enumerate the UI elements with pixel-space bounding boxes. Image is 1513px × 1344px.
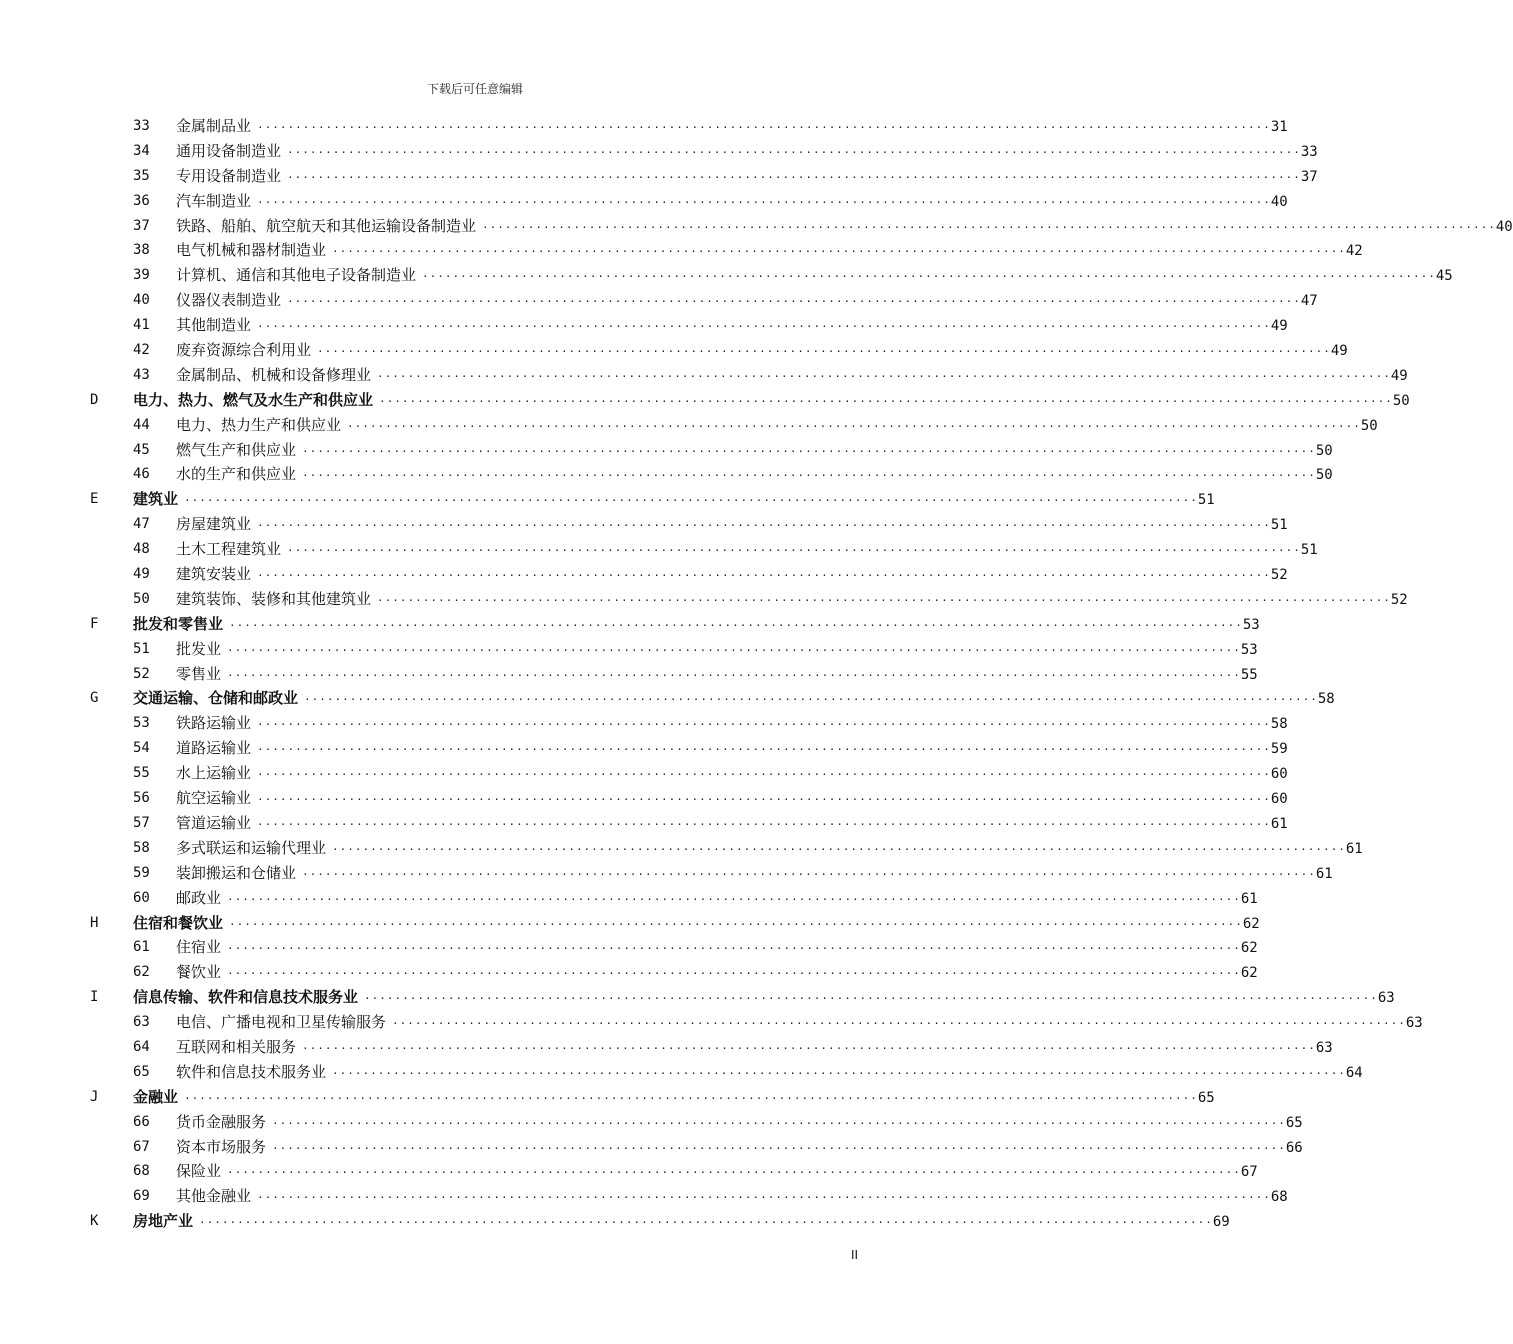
toc-page-number: 40 (1270, 193, 1288, 210)
toc-entry-number: 39 (133, 267, 150, 284)
toc-entry-number: 35 (133, 167, 150, 184)
toc-entry-number: 62 (133, 964, 150, 981)
toc-page-number: 55 (1240, 666, 1258, 683)
toc-entry[interactable] (0, 761, 1288, 786)
toc-entry[interactable] (0, 1010, 1423, 1035)
dot-leader: ····································································································································· (257, 793, 1271, 807)
toc-entry-title: 专用设备制造业 (176, 166, 282, 185)
toc-entry-title: 电力、热力、燃气及水生产和供应业 (133, 390, 374, 409)
toc-entry[interactable] (0, 960, 1258, 985)
dot-leader: ····································································································································· (184, 1091, 1198, 1105)
dot-leader: ····································································································································· (229, 917, 1243, 931)
toc-entry[interactable] (0, 1035, 1333, 1060)
dot-leader: ····································································································································· (302, 867, 1316, 881)
toc-section-entry[interactable] (0, 388, 1410, 413)
toc-entry[interactable] (0, 114, 1288, 139)
toc-entry-title: 土木工程建筑业 (176, 540, 282, 559)
toc-page-number: 65 (1197, 1089, 1215, 1106)
toc-entry-title: 燃气生产和供应业 (176, 440, 297, 459)
toc-entry-number: 37 (133, 217, 150, 234)
toc-page-number: 52 (1390, 591, 1408, 608)
toc-page-number: 47 (1300, 293, 1318, 310)
toc-page-number: 67 (1240, 1164, 1258, 1181)
toc-page-number: 49 (1270, 318, 1288, 335)
toc-entry-title: 住宿和餐饮业 (133, 913, 224, 932)
toc-section-entry[interactable] (0, 985, 1395, 1010)
toc-page-number: 49 (1390, 367, 1408, 384)
toc-entry-number: 42 (133, 342, 150, 359)
toc-entry-title: 装卸搬运和仓储业 (176, 863, 297, 882)
toc-entry-title: 建筑装饰、装修和其他建筑业 (176, 589, 372, 608)
toc-page-number: 42 (1345, 243, 1363, 260)
toc-page-number: 62 (1240, 965, 1258, 982)
dot-leader: ····································································································································· (227, 967, 1241, 981)
toc-entry[interactable] (0, 711, 1288, 736)
dot-leader: ····································································································································· (302, 444, 1316, 458)
dot-leader: ····································································································································· (332, 1066, 1346, 1080)
toc-entry-title: 信息传输、软件和信息技术服务业 (133, 988, 359, 1007)
toc-page-number: 51 (1197, 492, 1215, 509)
toc-entry[interactable] (0, 811, 1288, 836)
toc-entry-number: 50 (133, 590, 150, 607)
toc-entry-title: 电气机械和器材制造业 (176, 241, 327, 260)
toc-section-code: D (90, 391, 99, 408)
dot-leader: ····································································································································· (272, 1141, 1286, 1155)
toc-entry-title: 房地产业 (133, 1212, 194, 1231)
toc-entry-title: 货币金融服务 (176, 1112, 267, 1131)
toc-entry[interactable] (0, 263, 1453, 288)
toc-entry[interactable] (0, 413, 1378, 438)
toc-page-number: 63 (1315, 1039, 1333, 1056)
toc-entry-title: 房屋建筑业 (176, 515, 252, 534)
toc-entry-number: 46 (133, 466, 150, 483)
toc-entry-title: 电力、热力生产和供应业 (176, 415, 342, 434)
toc-entry[interactable] (0, 836, 1363, 861)
toc-entry[interactable] (0, 1060, 1363, 1085)
toc-page-number: 66 (1285, 1139, 1303, 1156)
toc-entry-number: 54 (133, 740, 150, 757)
toc-entry-title: 餐饮业 (176, 963, 222, 982)
dot-leader: ····································································································································· (257, 320, 1271, 334)
toc-entry[interactable] (0, 139, 1318, 164)
dot-leader: ····································································································································· (377, 369, 1391, 383)
dot-leader: ····································································································································· (287, 544, 1301, 558)
toc-entry-number: 34 (133, 142, 150, 159)
toc-entry[interactable] (0, 861, 1333, 886)
dot-leader: ····································································································································· (364, 992, 1378, 1006)
toc-entry-title: 保险业 (176, 1162, 222, 1181)
toc-page-number: 37 (1300, 168, 1318, 185)
toc-entry-number: 33 (133, 118, 150, 134)
dot-leader: ····································································································································· (257, 519, 1271, 533)
toc-entry-title: 批发业 (176, 639, 222, 658)
toc-page-number: 31 (1270, 119, 1288, 135)
toc-entry-title: 铁路运输业 (176, 714, 252, 733)
toc-entry-number: 69 (133, 1188, 150, 1205)
toc-entry-title: 道路运输业 (176, 739, 252, 758)
dot-leader: ····································································································································· (287, 170, 1301, 184)
dot-leader: ····································································································································· (332, 245, 1346, 259)
toc-page-number: 52 (1270, 567, 1288, 584)
dot-leader: ····································································································································· (257, 1191, 1271, 1205)
toc-entry-title: 金属制品业 (176, 117, 252, 135)
toc-entry[interactable] (0, 736, 1288, 761)
dot-leader: ····································································································································· (347, 419, 1361, 433)
toc-page-number: 40 (1495, 218, 1513, 235)
toc-page-number: 69 (1212, 1214, 1230, 1231)
toc-entry[interactable] (0, 1159, 1258, 1184)
dot-leader: ····································································································································· (287, 295, 1301, 309)
dot-leader: ····································································································································· (184, 494, 1198, 508)
toc-entry-title: 铁路、船舶、航空航天和其他运输设备制造业 (176, 216, 477, 235)
dot-leader: ····································································································································· (302, 469, 1316, 483)
toc-entry-number: 44 (133, 416, 150, 433)
toc-page-number: 63 (1405, 1015, 1423, 1032)
toc-entry[interactable] (0, 537, 1318, 562)
toc-page-number: 50 (1315, 467, 1333, 484)
toc-entry[interactable] (0, 288, 1318, 313)
toc-page-number: 62 (1240, 940, 1258, 957)
dot-leader: ····································································································································· (227, 1166, 1241, 1180)
toc-entry[interactable] (0, 238, 1363, 263)
toc-page-number: 68 (1270, 1189, 1288, 1206)
toc-entry[interactable] (0, 1110, 1303, 1135)
toc-entry-number: 53 (133, 715, 150, 732)
toc-entry-number: 61 (133, 939, 150, 956)
dot-leader: ····································································································································· (377, 593, 1391, 607)
toc-page-number: 60 (1270, 791, 1288, 808)
toc-page-number: 61 (1315, 865, 1333, 882)
toc-entry-number: 66 (133, 1113, 150, 1130)
toc-entry-number: 67 (133, 1138, 150, 1155)
toc-section-entry[interactable] (0, 911, 1260, 936)
toc-entry-number: 65 (133, 1063, 150, 1080)
dot-leader: ····································································································································· (304, 693, 1318, 707)
toc-section-code: I (90, 989, 99, 1006)
toc-section-code: G (90, 690, 99, 707)
dot-leader: ····································································································································· (379, 394, 1393, 408)
dot-leader: ····································································································································· (332, 842, 1346, 856)
toc-page-number: 33 (1300, 143, 1318, 160)
toc-entry-number: 52 (133, 665, 150, 682)
toc-page-number: 50 (1360, 417, 1378, 434)
dot-leader: ····································································································································· (229, 618, 1243, 632)
toc-page-number: 61 (1240, 890, 1258, 907)
toc-entry-number: 47 (133, 516, 150, 533)
toc-entry-number: 43 (133, 366, 150, 383)
toc-entry-title: 电信、广播电视和卫星传输服务 (176, 1013, 387, 1032)
toc-page-number: 51 (1300, 542, 1318, 559)
toc-entry-title: 通用设备制造业 (176, 141, 282, 160)
toc-entry[interactable] (0, 512, 1288, 537)
dot-leader: ····································································································································· (227, 668, 1241, 682)
toc-entry-number: 36 (133, 192, 150, 209)
dot-leader: ····································································································································· (227, 942, 1241, 956)
toc-section-entry[interactable] (0, 487, 1215, 512)
toc-entry[interactable] (0, 786, 1288, 811)
dot-leader: ····································································································································· (422, 270, 1436, 284)
toc-page-number: 62 (1242, 915, 1260, 932)
toc-section-code: F (90, 615, 99, 632)
dot-leader: ····································································································································· (257, 743, 1271, 757)
toc-page-number: 53 (1240, 641, 1258, 658)
dot-leader: ····································································································································· (257, 718, 1271, 732)
dot-leader: ····································································································································· (199, 1216, 1213, 1230)
toc-entry-title: 水的生产和供应业 (176, 465, 297, 484)
toc-entry-number: 60 (133, 889, 150, 906)
toc-entry-number: 58 (133, 839, 150, 856)
toc-page-number: 60 (1270, 766, 1288, 783)
toc-entry-title: 水上运输业 (176, 764, 252, 783)
toc-entry-title: 汽车制造业 (176, 191, 252, 210)
dot-leader: ····································································································································· (257, 121, 1271, 134)
toc-entry-title: 建筑安装业 (176, 565, 252, 584)
table-of-contents (0, 114, 1513, 1234)
page-number: II (851, 1248, 859, 1262)
toc-section-entry[interactable] (0, 686, 1335, 711)
toc-entry-title: 金属制品、机械和设备修理业 (176, 365, 372, 384)
dot-leader: ····································································································································· (257, 569, 1271, 583)
toc-entry-title: 住宿业 (176, 938, 222, 957)
dot-leader: ····································································································································· (272, 1116, 1286, 1130)
toc-entry-number: 51 (133, 640, 150, 657)
toc-page-number: 63 (1377, 990, 1395, 1007)
toc-entry-title: 多式联运和运输代理业 (176, 838, 327, 857)
toc-entry[interactable] (0, 438, 1333, 463)
toc-entry[interactable] (0, 313, 1288, 338)
toc-page-number: 65 (1285, 1114, 1303, 1131)
dot-leader: ····································································································································· (302, 1041, 1316, 1055)
toc-page-number: 45 (1435, 268, 1453, 285)
toc-entry-number: 41 (133, 317, 150, 334)
toc-page-number: 61 (1345, 840, 1363, 857)
toc-entry[interactable] (0, 1184, 1288, 1209)
toc-entry-number: 55 (133, 765, 150, 782)
toc-entry[interactable] (0, 935, 1258, 960)
toc-page-number: 53 (1242, 616, 1260, 633)
toc-page-number: 61 (1270, 815, 1288, 832)
toc-entry-title: 互联网和相关服务 (176, 1037, 297, 1056)
toc-entry-title: 软件和信息技术服务业 (176, 1062, 327, 1081)
toc-entry[interactable] (0, 164, 1318, 189)
dot-leader: ····································································································································· (287, 145, 1301, 159)
toc-entry-number: 48 (133, 541, 150, 558)
toc-entry[interactable] (0, 214, 1513, 239)
dot-leader: ····································································································································· (317, 345, 1331, 359)
toc-page-number: 50 (1315, 442, 1333, 459)
toc-entry-number: 38 (133, 242, 150, 259)
toc-section-code: J (90, 1088, 99, 1105)
toc-entry-title: 邮政业 (176, 888, 222, 907)
toc-entry[interactable] (0, 363, 1408, 388)
toc-entry[interactable] (0, 587, 1408, 612)
dot-leader: ····································································································································· (227, 892, 1241, 906)
toc-entry-title: 计算机、通信和其他电子设备制造业 (176, 266, 417, 285)
toc-page-number: 58 (1270, 716, 1288, 733)
toc-entry-title: 批发和零售业 (133, 614, 224, 633)
toc-page-number: 51 (1270, 517, 1288, 534)
toc-page-number: 59 (1270, 741, 1288, 758)
toc-entry-number: 68 (133, 1163, 150, 1180)
toc-entry-title: 废弃资源综合利用业 (176, 341, 312, 360)
toc-section-entry[interactable] (0, 1209, 1230, 1234)
toc-section-code: E (90, 491, 99, 508)
dot-leader: ····································································································································· (257, 817, 1271, 831)
dot-leader: ····································································································································· (482, 220, 1496, 234)
page-header: 下载后可任意编辑 (426, 82, 523, 96)
toc-entry-title: 零售业 (176, 664, 222, 683)
toc-section-entry[interactable] (0, 612, 1260, 637)
toc-entry-title: 金融业 (133, 1087, 179, 1106)
toc-entry-number: 45 (133, 441, 150, 458)
toc-entry-number: 59 (133, 864, 150, 881)
toc-page-number: 64 (1345, 1064, 1363, 1081)
toc-entry[interactable] (0, 886, 1258, 911)
toc-section-entry[interactable] (0, 1085, 1215, 1110)
dot-leader: ····································································································································· (392, 1017, 1406, 1031)
toc-entry[interactable] (0, 1135, 1303, 1160)
toc-entry[interactable] (0, 662, 1258, 687)
dot-leader: ····································································································································· (257, 768, 1271, 782)
toc-entry-number: 40 (133, 292, 150, 309)
toc-entry-title: 交通运输、仓储和邮政业 (133, 689, 299, 708)
toc-entry-title: 航空运输业 (176, 789, 252, 808)
toc-entry[interactable] (0, 462, 1333, 487)
toc-entry[interactable] (0, 637, 1258, 662)
toc-entry[interactable] (0, 189, 1288, 214)
toc-page-number: 49 (1330, 343, 1348, 360)
toc-entry-title: 其他金融业 (176, 1187, 252, 1206)
toc-entry-number: 63 (133, 1014, 150, 1031)
toc-entry-title: 建筑业 (133, 490, 179, 509)
toc-entry-title: 资本市场服务 (176, 1137, 267, 1156)
toc-page-number: 58 (1317, 691, 1335, 708)
toc-entry-number: 57 (133, 814, 150, 831)
toc-entry[interactable] (0, 338, 1348, 363)
toc-entry-number: 56 (133, 790, 150, 807)
toc-page-number: 50 (1392, 392, 1410, 409)
dot-leader: ····································································································································· (227, 643, 1241, 657)
dot-leader: ····································································································································· (257, 195, 1271, 209)
toc-entry[interactable] (0, 562, 1288, 587)
toc-entry-title: 管道运输业 (176, 813, 252, 832)
toc-entry-number: 49 (133, 566, 150, 583)
toc-entry-title: 其他制造业 (176, 316, 252, 335)
toc-entry-title: 仪器仪表制造业 (176, 291, 282, 310)
toc-section-code: H (90, 914, 99, 931)
toc-section-code: K (90, 1213, 99, 1230)
toc-entry-number: 64 (133, 1038, 150, 1055)
